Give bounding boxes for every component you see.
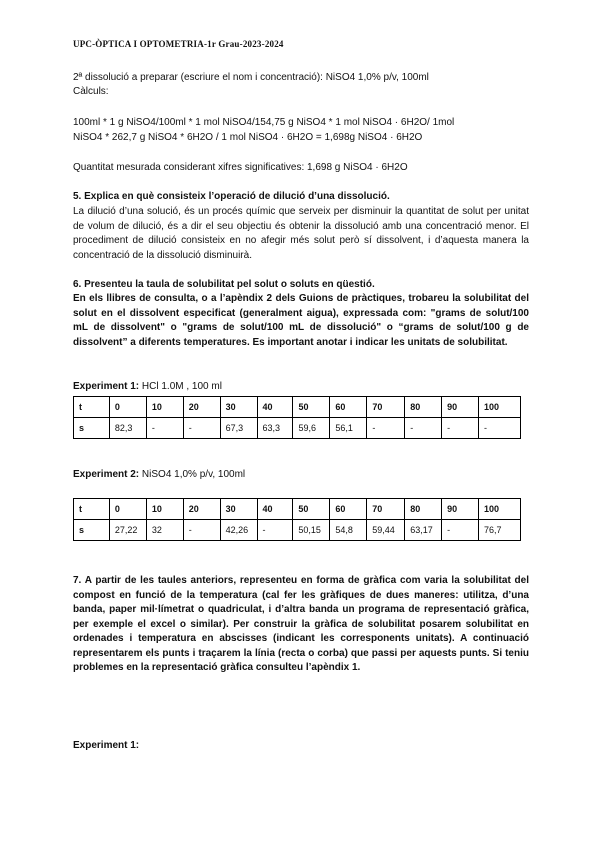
experiment2-desc: NiSO4 1,0% p/v, 100ml (141, 469, 246, 480)
table-row (74, 418, 521, 439)
table-cell: 76,7 (479, 520, 521, 541)
table-cell: - (183, 520, 220, 541)
table-cell: - (183, 418, 220, 439)
table-cell: - (442, 418, 479, 439)
table-cell: t (74, 499, 110, 520)
experiment1-title: Experiment 1: (73, 381, 140, 392)
table-cell: 20 (183, 397, 220, 418)
table-cell: - (367, 418, 405, 439)
q6-body: En els llibres de consulta, o a l’apèndix 2 dels Guions de pràctiques, trobareu la solubilitat del solut en el dissolvent especificat (generalment aigua), expressada com: "grams de solut/100 mL de dissolvent" o "grams de solut/100 mL de dissolució" o “grams de solut/100 g de dissolvent” a diferents temperatures. Es important anotar i indicar les unitats de solubilitat. (73, 293, 529, 348)
table-cell: 32 (146, 520, 183, 541)
experiment1-footer-label: Experiment 1: (73, 740, 140, 751)
table-cell: - (479, 418, 521, 439)
table-cell: 20 (183, 499, 220, 520)
table-cell: 82,3 (109, 418, 146, 439)
dissolution-line: 2ª dissolució a preparar (escriure el nom i concentració): NiSO4 1,0% p/v, 100ml (73, 72, 429, 83)
table-cell: 0 (109, 397, 146, 418)
calculations-label: Càlculs: (73, 86, 109, 97)
table-cell: 40 (257, 499, 293, 520)
table-cell: 10 (146, 499, 183, 520)
table-cell: 30 (220, 397, 257, 418)
table-cell: 67,3 (220, 418, 257, 439)
calculation-line-2: NiSO4 * 262,7 g NiSO4 * 6H2O / 1 mol NiSO4 · 6H2O = 1,698g NiSO4 · 6H2O (73, 132, 423, 143)
table-cell: 50 (293, 397, 330, 418)
table-cell: 56,1 (330, 418, 367, 439)
table-cell: 90 (442, 499, 479, 520)
table-row (74, 520, 521, 541)
experiment1-table (73, 396, 521, 439)
table-cell: 63,3 (257, 418, 293, 439)
table-cell: 80 (405, 499, 442, 520)
table-cell: 59,6 (293, 418, 330, 439)
table-cell: 70 (367, 499, 405, 520)
experiment1-desc: HCl 1.0M , 100 ml (141, 381, 222, 392)
table-cell: 10 (146, 397, 183, 418)
q6-title: 6. Presenteu la taula de solubilitat pel solut o soluts en qüestió. (73, 279, 375, 290)
calculation-line-1: 100ml * 1 g NiSO4/100ml * 1 mol NiSO4/154,75 g NiSO4 * 1 mol NiSO4 · 6H2O/ 1mol (73, 117, 455, 128)
table-cell: 40 (257, 397, 293, 418)
table-cell: 50,15 (293, 520, 330, 541)
table-cell: 54,8 (330, 520, 367, 541)
experiment2-label (73, 468, 245, 482)
experiment1-label (73, 380, 222, 394)
table-cell: 100 (479, 397, 521, 418)
table-cell: 63,17 (405, 520, 442, 541)
table-cell: 0 (109, 499, 146, 520)
experiment2-table (73, 498, 521, 541)
table-cell: - (442, 520, 479, 541)
table-cell: 90 (442, 397, 479, 418)
table-cell: 30 (220, 499, 257, 520)
q7-body: 7. A partir de les taules anteriors, representeu en forma de gràfica com varia la solubilitat del compost en funció de la temperatura (cal fer les gràfiques de dues maneres: utilitza, d’una banda, paper mil·límetrat o quadriculat, i d’altra banda un programa de representació gràfica, per exemple el excel o similar). Per construir la gràfica de solubilitat posarem solubilitat en ordenades i temperatura en abscisses (indicant les corresponents unitats). A continuació representarem els punts i traçarem la línia (recta o corba) que passi per aquests punts. Si teniu problemes en la representació gràfica consulteu l’apèndix 1. (73, 575, 529, 673)
table-cell: 60 (330, 397, 367, 418)
table-cell: s (74, 418, 110, 439)
table-cell: 42,26 (220, 520, 257, 541)
table-cell: 100 (479, 499, 521, 520)
table-cell: 70 (367, 397, 405, 418)
measured-quantity: Quantitat mesurada considerant xifres significatives: 1,698 g NiSO4 · 6H2O (73, 162, 408, 173)
table-cell: - (146, 418, 183, 439)
table-cell: 59,44 (367, 520, 405, 541)
table-cell: s (74, 520, 110, 541)
table-cell: t (74, 397, 110, 418)
q5-title: 5. Explica en què consisteix l’operació de dilució d’una dissolució. (73, 191, 390, 202)
table-cell: 80 (405, 397, 442, 418)
table-header-row (74, 499, 521, 520)
table-cell: - (257, 520, 293, 541)
q5-body: La dilució d’una solució, és un procés químic que serveix per disminuir la quantitat de solut per unitat de volum de dilució, és a dir el seu objectiu és obtenir la dissolució amb una concentració menor. El procediment de dilució consisteix en no afegir més solut però sí dissolvent, i d’aquesta manera la concentració de la dissolució disminuirà. (73, 206, 529, 261)
table-cell: 60 (330, 499, 367, 520)
table-cell: 50 (293, 499, 330, 520)
table-cell: 27,22 (109, 520, 146, 541)
table-header-row (74, 397, 521, 418)
page-header: UPC-ÒPTICA I OPTOMETRIA-1r Grau-2023-2024 (73, 39, 284, 49)
table-cell: - (405, 418, 442, 439)
experiment2-title: Experiment 2: (73, 469, 140, 480)
